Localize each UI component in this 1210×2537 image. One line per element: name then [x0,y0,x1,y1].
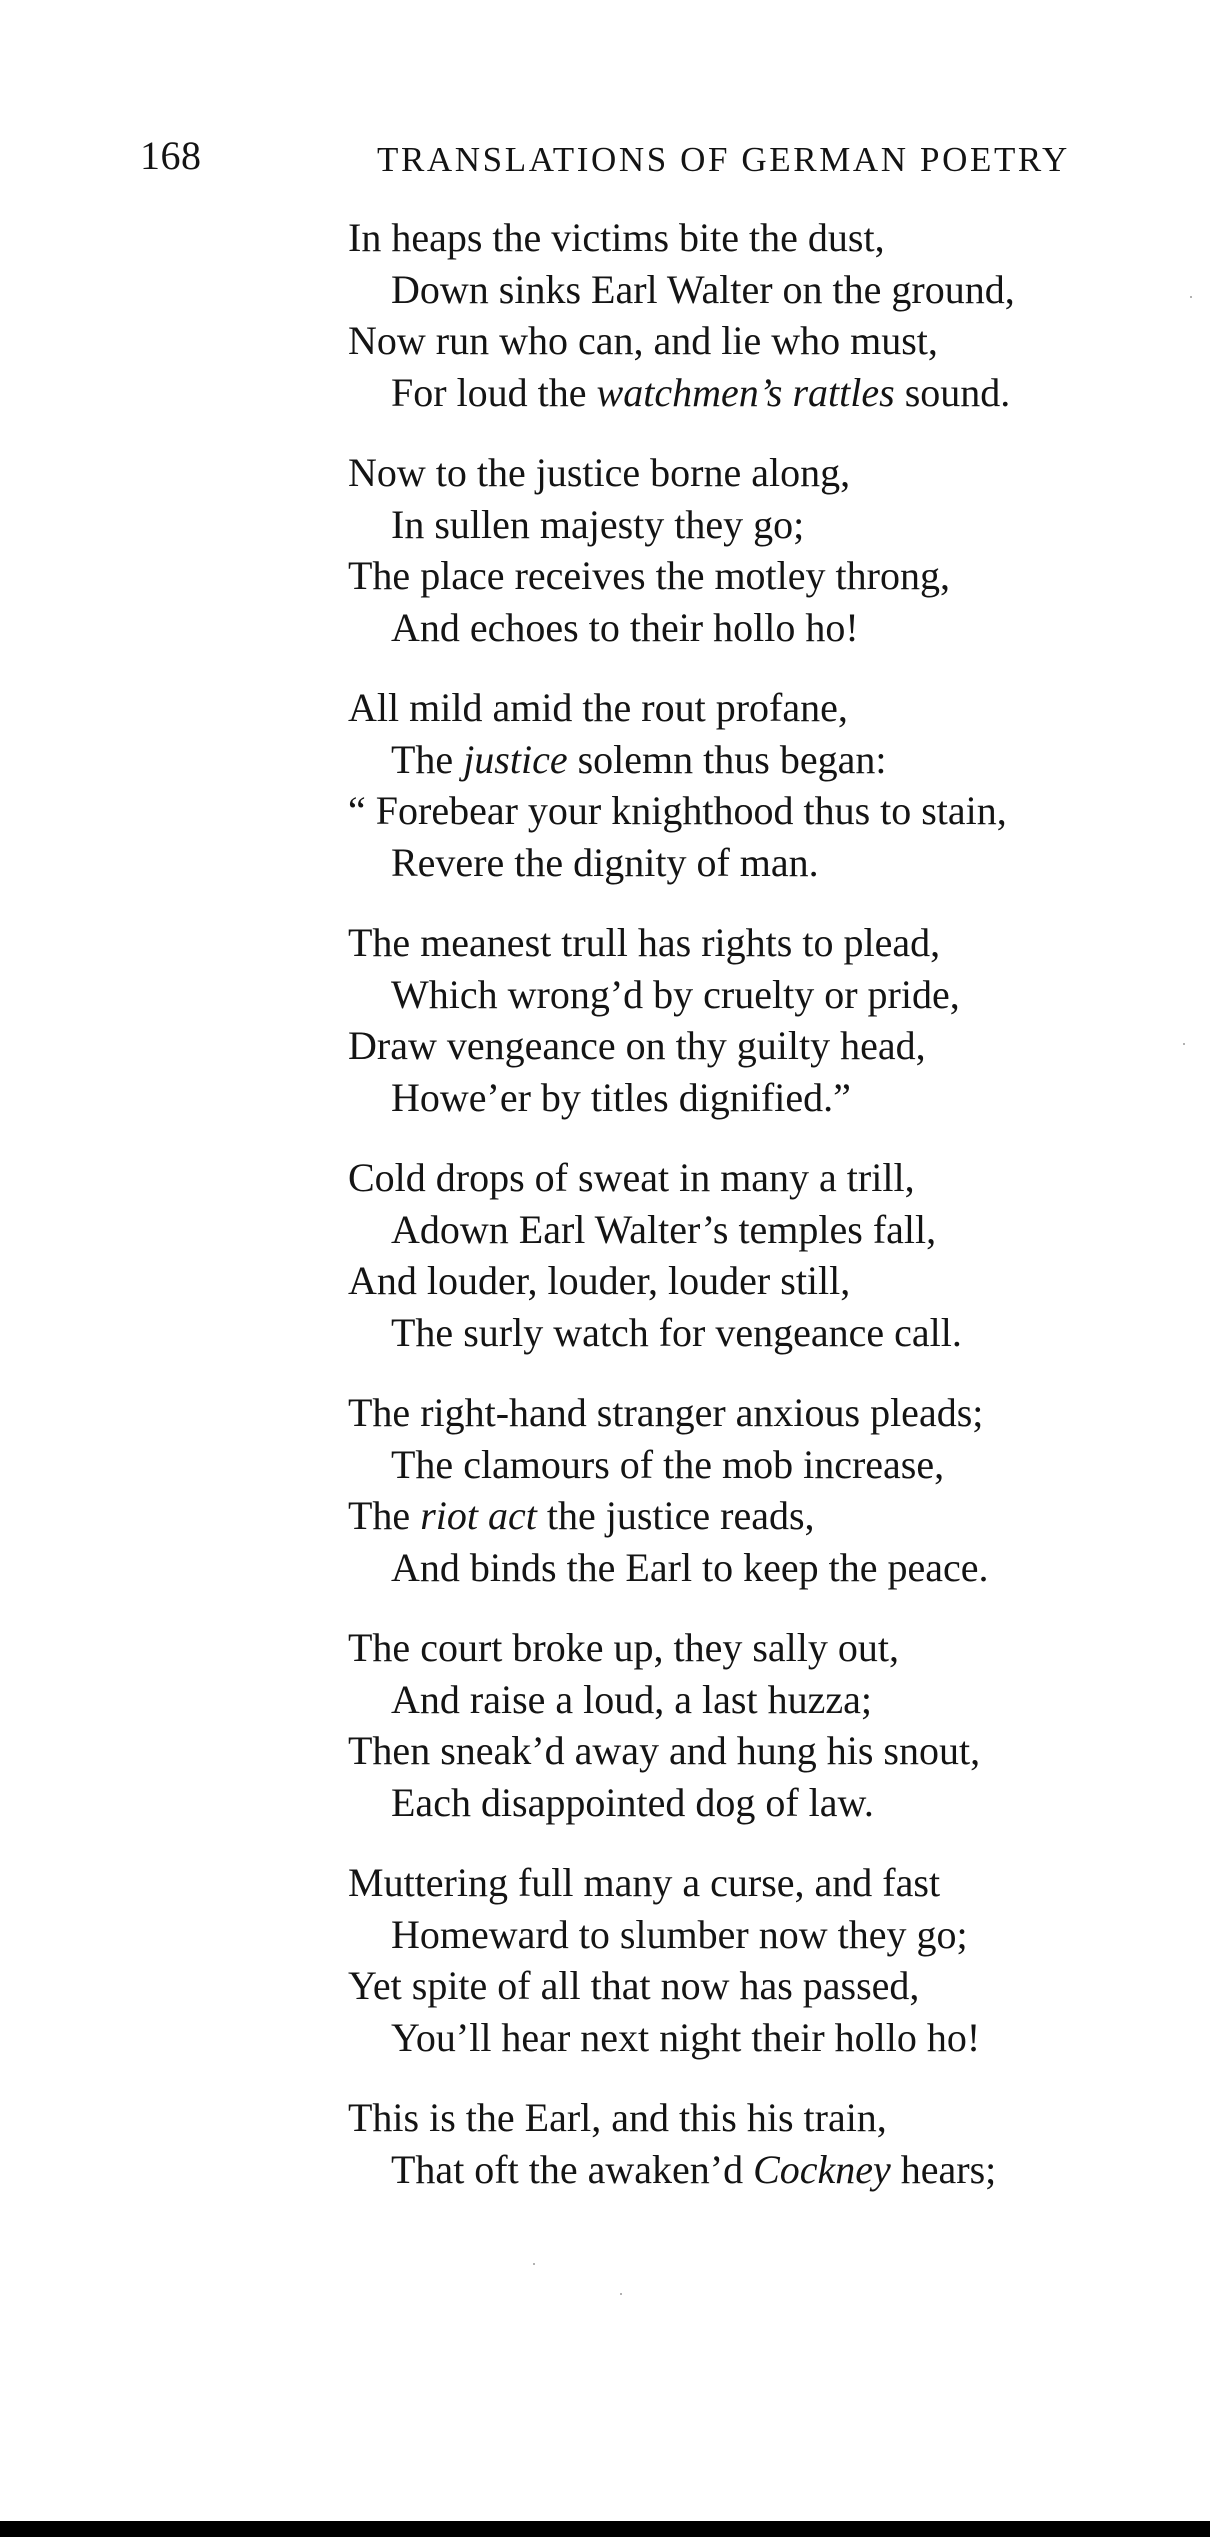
verse-text: Adown Earl Walter’s temples fall, [391,1206,937,1252]
verse-text: Yet spite of all that now has passed, [348,1963,920,2008]
scan-bottom-border [0,2521,1210,2537]
verse-line [348,1490,1148,1542]
verse-text: Each disappointed dog of law. [391,1779,874,1825]
verse-text: Howe’er by titles dignified.” [391,1074,851,1120]
verse-line [348,602,1148,654]
verse-text: hears; [890,2146,997,2192]
verse-text: solemn thus began: [567,736,887,782]
verse-line [348,550,1148,602]
verse-text: Now to the justice borne along, [348,450,851,495]
verse-line [348,1909,1148,1961]
verse-line [348,1387,1148,1439]
stanza [348,447,1148,653]
verse-line [348,367,1148,419]
paper-speck [620,2293,622,2295]
verse-line [348,1777,1148,1829]
verse-italic-text: watchmen’s rattles [596,369,895,415]
paper-speck [533,2263,535,2265]
verse-text: The surly watch for vengeance call. [391,1309,962,1355]
verse-line [348,2144,1148,2196]
verse-line [348,447,1148,499]
stanza [348,1387,1148,1593]
verse-line [348,785,1148,837]
verse-text: This is the Earl, and this his train, [348,2095,887,2140]
stanza [348,2092,1148,2195]
verse-italic-text: Cockney [753,2146,891,2192]
verse-text: Cold drops of sweat in many a trill, [348,1155,915,1200]
stanza [348,1857,1148,2063]
stanza [348,917,1148,1123]
verse-text: That oft the awaken’d [391,2146,754,2192]
verse-line [348,1255,1148,1307]
verse-line [348,969,1148,1021]
verse-text: And raise a loud, a last huzza; [391,1676,872,1722]
page-header [0,128,1210,184]
verse-text: The right-hand stranger anxious pleads; [348,1390,984,1435]
verse-text: The court broke up, they sally out, [348,1625,899,1670]
verse-text: The place receives the motley throng, [348,553,950,598]
verse-line [348,682,1148,734]
verse-line [348,1072,1148,1124]
page-number: 168 [140,133,202,178]
verse-line [348,212,1148,264]
verse-line [348,1204,1148,1256]
verse-line [348,917,1148,969]
poem-body [348,212,1148,2224]
verse-line [348,1674,1148,1726]
verse-text: Homeward to slumber now they go; [391,1911,968,1957]
verse-text: Muttering full many a curse, and fast [348,1860,941,1905]
stanza [348,1622,1148,1828]
stanza [348,212,1148,418]
verse-line [348,837,1148,889]
verse-text: Then sneak’d away and hung his snout, [348,1728,981,1773]
verse-text: In sullen majesty they go; [391,501,805,547]
verse-line [348,1542,1148,1594]
verse-line [348,264,1148,316]
verse-line [348,1725,1148,1777]
verse-line [348,315,1148,367]
verse-text: sound. [894,369,1011,415]
verse-text: The meanest trull has rights to plead, [348,920,941,965]
verse-text: You’ll hear next night their hollo ho! [391,2014,981,2060]
verse-text: Revere the dignity of man. [391,839,819,885]
verse-text: In heaps the victims bite the dust, [348,215,885,260]
verse-text: The [348,1493,421,1538]
verse-text: All mild amid the rout profane, [348,685,848,730]
verse-line [348,1960,1148,2012]
verse-text: Now run who can, and lie who must, [348,318,938,363]
verse-text: “ Forebear your knighthood thus to stain, [348,788,1007,833]
running-head: TRANSLATIONS OF GERMAN POETRY [377,140,1070,179]
verse-line [348,1622,1148,1674]
verse-line [348,2012,1148,2064]
verse-text: Down sinks Earl Walter on the ground, [391,266,1015,312]
verse-italic-text: justice [463,736,568,782]
verse-line [348,1439,1148,1491]
verse-line [348,1020,1148,1072]
verse-italic-text: riot act [420,1493,537,1538]
stanza [348,1152,1148,1358]
verse-text: And louder, louder, louder still, [348,1258,851,1303]
verse-text: And echoes to their hollo ho! [391,604,859,650]
paper-speck [1183,1043,1185,1045]
verse-text: Draw vengeance on thy guilty head, [348,1023,926,1068]
verse-line [348,734,1148,786]
verse-line [348,2092,1148,2144]
paper-speck [1190,296,1192,298]
stanza [348,682,1148,888]
verse-text: The [391,736,464,782]
verse-line [348,499,1148,551]
verse-text: The clamours of the mob increase, [391,1441,945,1487]
verse-line [348,1857,1148,1909]
verse-text: For loud the [391,369,597,415]
verse-text: the justice reads, [536,1493,815,1538]
verse-line [348,1152,1148,1204]
verse-text: Which wrong’d by cruelty or pride, [391,971,960,1017]
verse-line [348,1307,1148,1359]
verse-text: And binds the Earl to keep the peace. [391,1544,989,1590]
